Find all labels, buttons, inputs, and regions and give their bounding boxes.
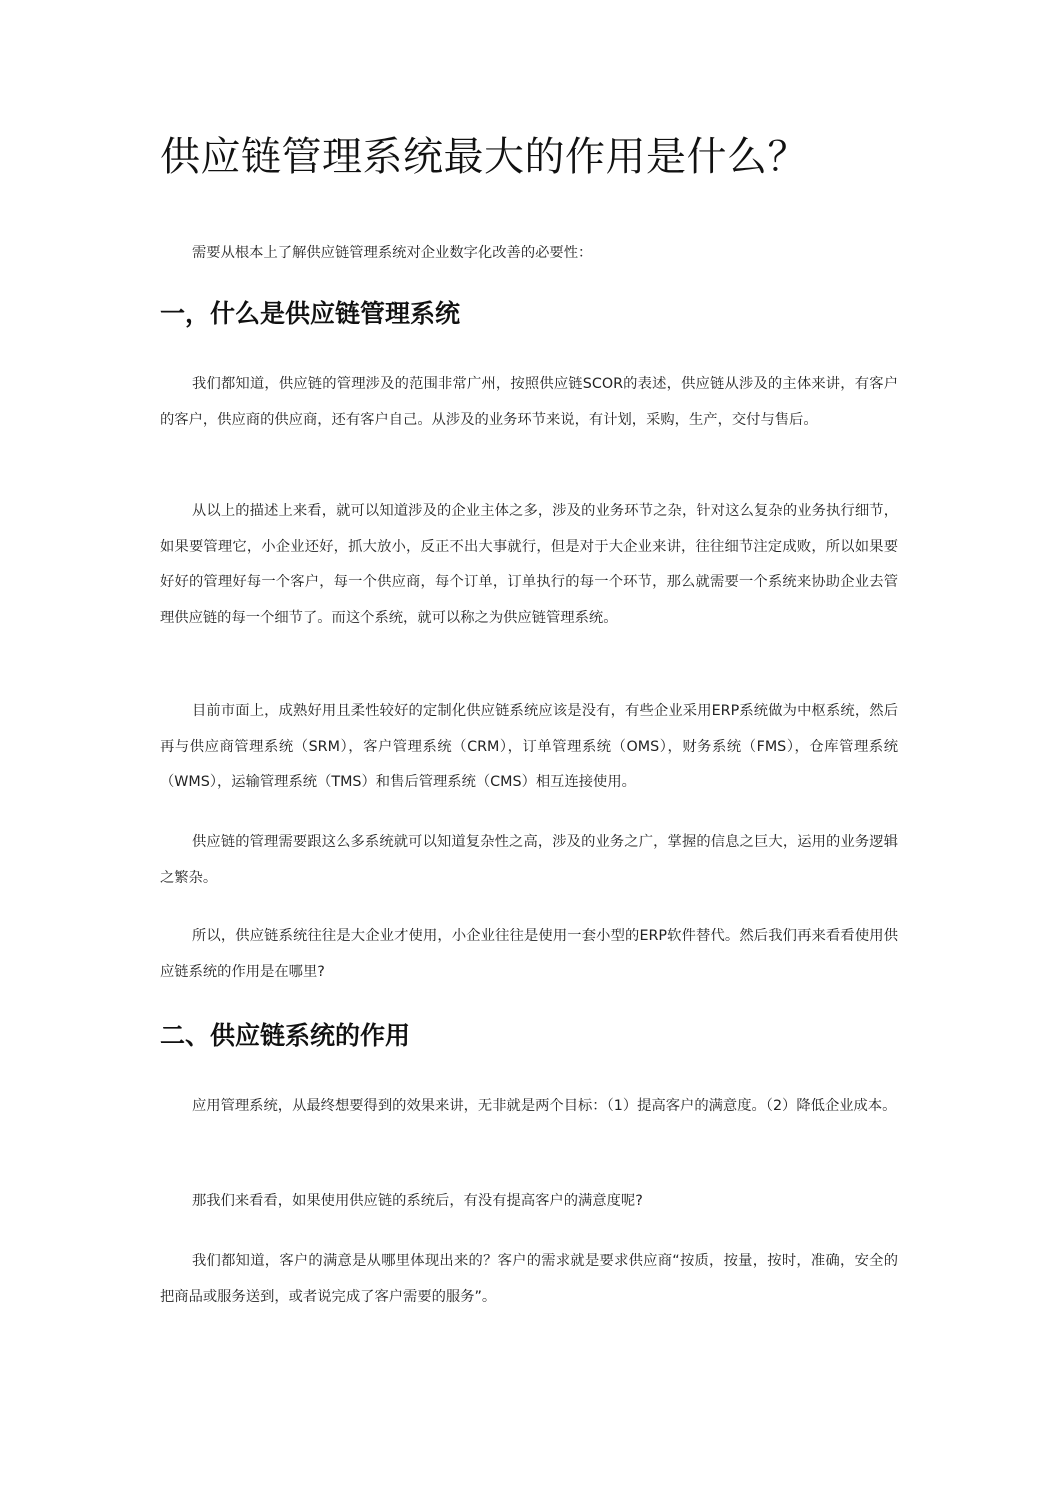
section-2-paragraph-3: 我们都知道，客户的满意是从哪里体现出来的？客户的需求就是要求供应商“按质，按量，按时，准确，安全的把商品或服务送到，或者说完成了客户需要的服务”。 [160, 1253, 898, 1305]
section-heading-2: 二、供应链系统的作用 [160, 1021, 411, 1050]
section-2-paragraph-1: 应用管理系统，从最终想要得到的效果来讲，无非就是两个目标：（1）提高客户的满意度。（2）降低企业成本。 [192, 1098, 897, 1114]
section-1-paragraph-4: 供应链的管理需要跟这么多系统就可以知道复杂性之高，涉及的业务之广，掌握的信息之巨大，运用的业务逻辑之繁杂。 [160, 834, 898, 886]
section-1-paragraph-1: 我们都知道，供应链的管理涉及的范围非常广州，按照供应链SCOR的表述，供应链从涉及的主体来讲，有客户的客户，供应商的供应商，还有客户自己。从涉及的业务环节来说，有计划，采购，生产，交付与售后。 [160, 376, 898, 428]
section-2-paragraph-2: 那我们来看看，如果使用供应链的系统后，有没有提高客户的满意度呢? [192, 1193, 643, 1209]
intro-paragraph: 需要从根本上了解供应链管理系统对企业数字化改善的必要性： [192, 245, 593, 261]
document-title: 供应链管理系统最大的作用是什么？ [160, 134, 808, 180]
section-1-paragraph-3: 目前市面上，成熟好用且柔性较好的定制化供应链系统应该是没有，有些企业采用ERP系统做为中枢系统，然后再与供应商管理系统（SRM），客户管理系统（CRM），订单管理系统（OMS），财务系统（FMS），仓库管理系统（WMS），运输管理系统（TMS）和售后管理系统（CMS）相互连接使用。 [160, 703, 898, 790]
section-1-paragraph-5: 所以，供应链系统往往是大企业才使用，小企业往往是使用一套小型的ERP软件替代。然后我们再来看看使用供应链系统的作用是在哪里? [160, 928, 898, 980]
section-1-paragraph-2: 从以上的描述上来看，就可以知道涉及的企业主体之多，涉及的业务环节之杂，针对这么复杂的业务执行细节，如果要管理它，小企业还好，抓大放小，反正不出大事就行，但是对于大企业来讲，往往细节注定成败，所以如果要好好的管理好每一个客户，每一个供应商，每个订单，订单执行的每一个环节，那么就需要一个系统来协助企业去管理供应链的每一个细节了。而这个系统，就可以称之为供应链管理系统。 [160, 503, 898, 626]
section-heading-1: 一，什么是供应链管理系统 [160, 299, 461, 328]
